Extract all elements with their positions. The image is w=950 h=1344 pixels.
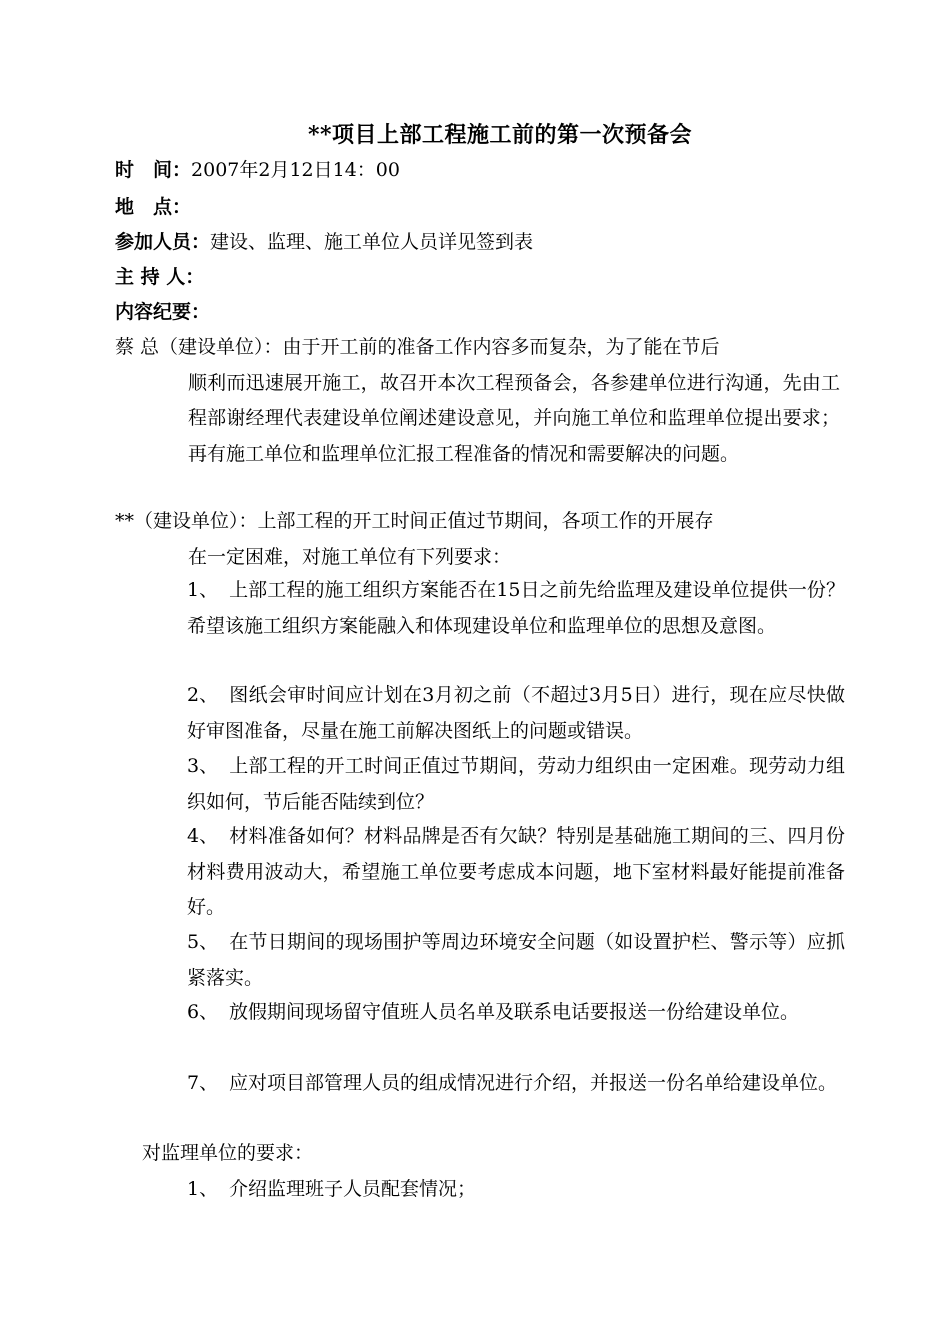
item-number: 3、 xyxy=(187,755,219,777)
item-text: 材料准备如何？材料品牌是否有欠缺？特别是基础施工期间的三、四月份材料费用波动大，希望施工单位要考虑成本问题，地下室材料最好能提前准备好。 xyxy=(187,825,845,918)
document-title: **项目上部工程施工前的第一次预备会 xyxy=(307,122,692,148)
summary-field xyxy=(115,297,210,327)
owner-statement-body: 在一定困难，对施工单位有下列要求： xyxy=(188,545,512,568)
supervisor-requirement-1 xyxy=(187,1172,845,1208)
time-label: 时 间： xyxy=(115,159,192,181)
item-number: 1、 xyxy=(187,579,219,601)
attendees-label: 参加人员： xyxy=(115,231,211,253)
item-number: 7、 xyxy=(187,1072,219,1094)
cai-statement-body: 顺利而迅速展开施工，故召开本次工程预备会，各参建单位进行沟通，先由工程部谢经理代表建设单位阐述建设意见，并向施工单位和监理单位提出要求；再有施工单位和监理单位汇报工程准备的情况和需要解决的问题。 xyxy=(188,371,840,465)
place-label: 地 点： xyxy=(115,196,192,218)
cai-statement-first-line: 蔡 总（建设单位）：由于开工前的准备工作内容多而复杂，为了能在节后 xyxy=(115,336,720,358)
time-field xyxy=(115,155,400,185)
item-text: 放假期间现场留守值班人员名单及联系电话要报送一份给建设单位。 xyxy=(229,1001,800,1023)
contractor-requirement-7 xyxy=(187,1066,845,1102)
item-text: 上部工程的施工组织方案能否在15日之前先给监理及建设单位提供一份？希望该施工组织方案能融入和体现建设单位和监理单位的思想及意图。 xyxy=(187,579,845,637)
item-text: 应对项目部管理人员的组成情况进行介绍，并报送一份名单给建设单位。 xyxy=(229,1072,838,1094)
place-field xyxy=(115,192,191,222)
owner-statement xyxy=(115,504,840,575)
item-number: 4、 xyxy=(187,825,219,847)
item-text: 上部工程的开工时间正值过节期间，劳动力组织由一定困难。现劳动力组织如何，节后能否陆续到位？ xyxy=(187,755,845,813)
contractor-requirement-3 xyxy=(187,749,845,820)
cai-statement xyxy=(115,330,840,472)
owner-statement-first-line: **（建设单位）：上部工程的开工时间正值过节期间，各项工作的开展存 xyxy=(115,510,714,532)
host-field xyxy=(115,262,204,292)
contractor-requirement-1 xyxy=(187,573,845,644)
summary-label: 内容纪要： xyxy=(115,301,211,323)
attendees-value: 建设、监理、施工单位人员详见签到表 xyxy=(210,231,534,253)
item-number: 6、 xyxy=(187,1001,219,1023)
time-value: 2007年2月12日14：00 xyxy=(191,159,400,181)
item-text: 介绍监理班子人员配套情况； xyxy=(229,1178,477,1200)
contractor-requirement-6 xyxy=(187,995,845,1031)
attendees-field xyxy=(115,227,533,257)
item-text: 图纸会审时间应计划在3月初之前（不超过3月5日）进行，现在应尽快做好审图准备，尽量在施工前解决图纸上的问题或错误。 xyxy=(187,684,845,742)
host-label: 主 持 人： xyxy=(115,266,205,288)
supervisor-heading: 对监理单位的要求： xyxy=(142,1142,314,1164)
contractor-requirement-4 xyxy=(187,819,845,926)
contractor-requirement-5 xyxy=(187,925,845,996)
item-number: 5、 xyxy=(187,931,219,953)
item-text: 在节日期间的现场围护等周边环境安全问题（如设置护栏、警示等）应抓紧落实。 xyxy=(187,931,845,989)
item-number: 1、 xyxy=(187,1178,219,1200)
contractor-requirement-2 xyxy=(187,678,845,749)
item-number: 2、 xyxy=(187,684,219,706)
